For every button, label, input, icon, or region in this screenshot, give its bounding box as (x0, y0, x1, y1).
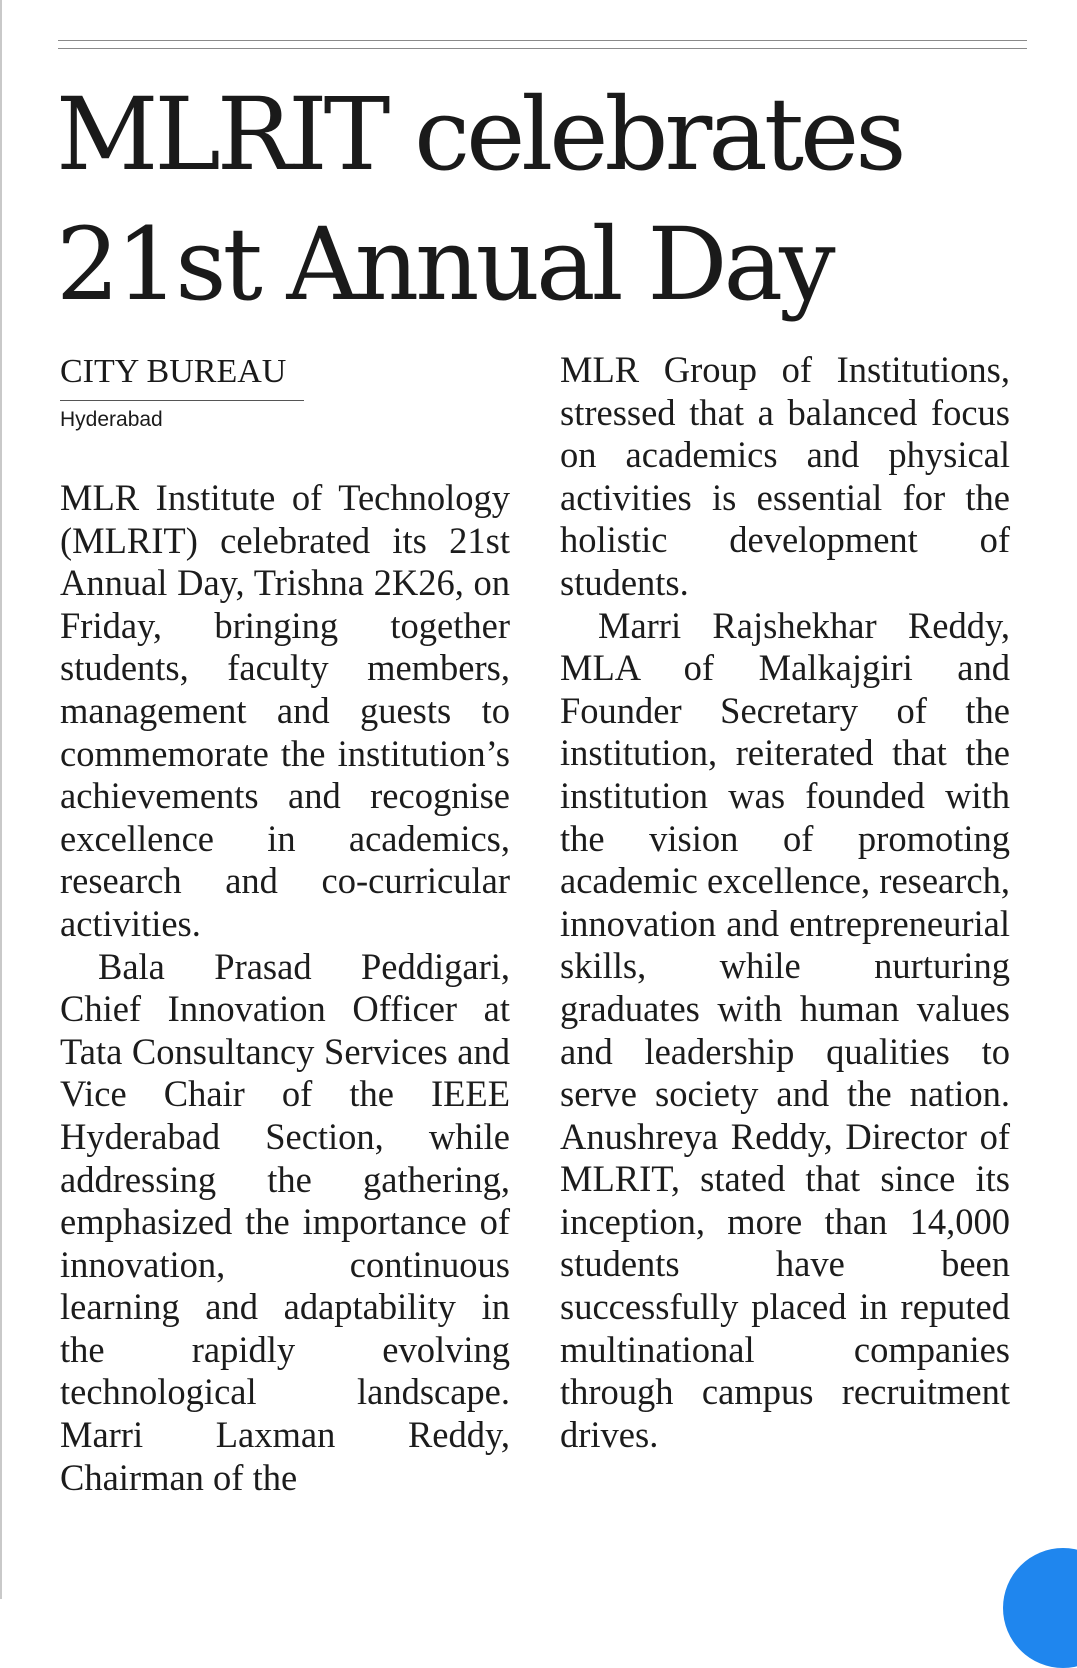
paragraph-intro: MLR Institute of Technology (MLRIT) celebrated its 21st Annual Day, Trishna 2K26, on Friday, bringing together students, faculty members, management and guests to commemorate the institution’s achievements and recognise excellence in academics, research and co-curricular activities. (60, 477, 510, 944)
paragraph-guest-address: Bala Prasad Peddigari, Chief Innovation Officer at Tata Consultancy Services and Vice Chair of the IEEE Hyderabad Section, while addressing the gathering, emphasized the importance of innovation, continuous learning and adaptability in the rapidly evolving technological landscape. Marri Laxman Reddy, Chairman of the (60, 945, 510, 1498)
article-column-right (560, 349, 1010, 1456)
article-column-left (60, 477, 510, 1499)
page-left-edge (0, 0, 2, 1599)
headline-line-2: 21st Annual Day (56, 206, 832, 323)
dateline: Hyderabad (60, 408, 163, 431)
floating-action-button[interactable] (1003, 1548, 1077, 1668)
paragraph-founder-remarks: Marri Rajshekhar Reddy, MLA of Malkajgiri and Founder Secretary of the institution, reiterated that the institution was founded with the vision of promoting academic excellence, research, innovation and entrepreneurial skills, while nurturing graduates with human values and leadership qualities to serve society and the nation. Anushreya Reddy, Director of MLRIT, stated that since its inception, more than 14,000 students have been successfully placed in reputed multinational companies through campus recruitment drives. (560, 604, 1010, 1455)
top-double-rule (58, 40, 1027, 49)
headline-line-1: MLRIT celebrates (56, 76, 903, 193)
headline (56, 70, 1046, 330)
byline-divider (60, 400, 304, 401)
byline: CITY BUREAU (60, 353, 287, 390)
paragraph-continued: MLR Group of Institutions, stressed that a balanced focus on academics and physical activities is essential for the holistic development of students. (560, 349, 1010, 603)
